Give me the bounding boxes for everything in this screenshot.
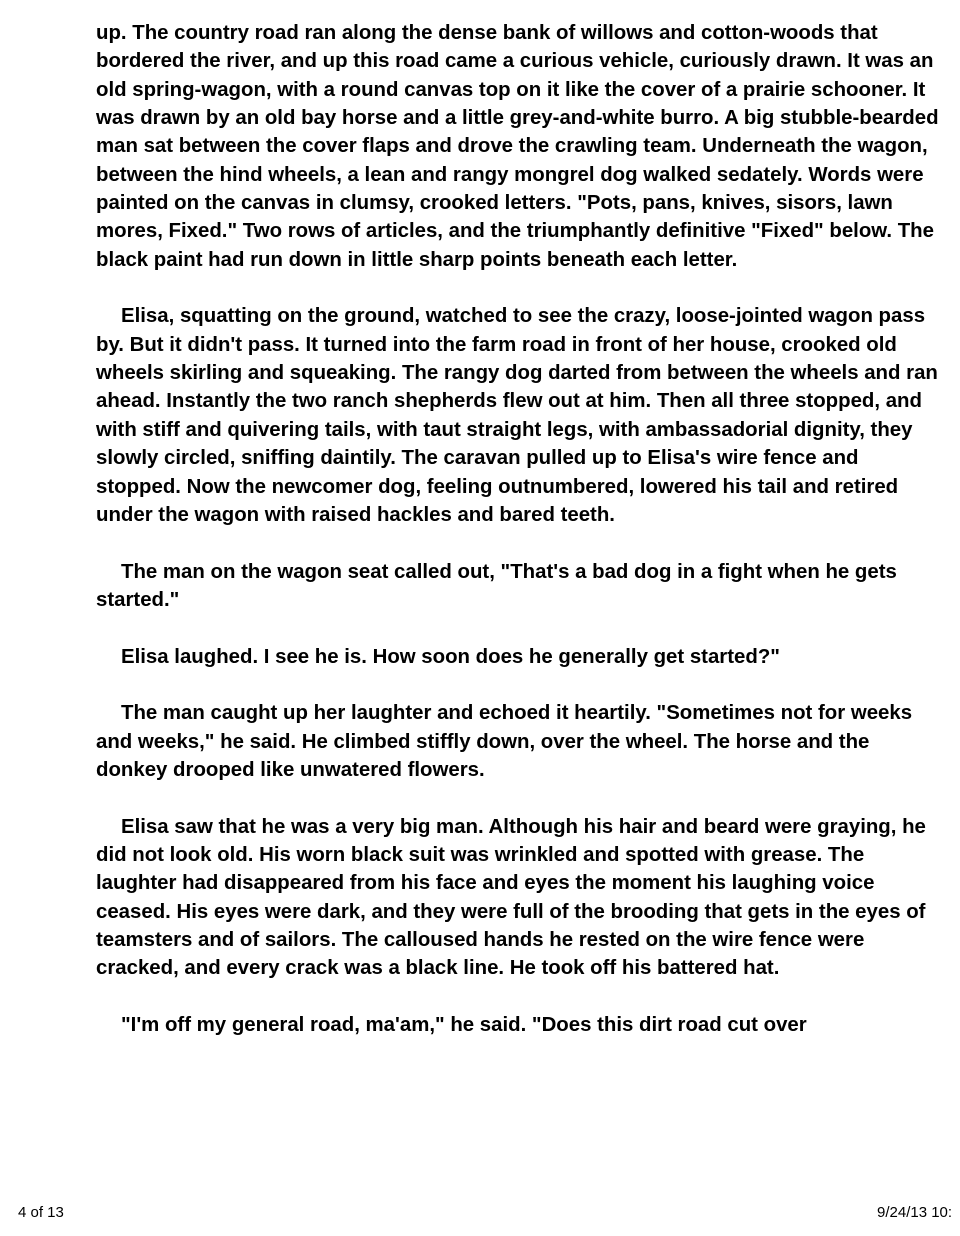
page-indicator: 4 of 13 (18, 1204, 64, 1221)
paragraph: Elisa saw that he was a very big man. Although his hair and beard were graying, he did not look old. His worn black suit was wrinkled and spotted with grease. The laughter had disappeared from his face and eyes the moment his laughing voice ceased. His eyes were dark, and they were full of the brooding that gets in the eyes of teamsters and of sailors. The calloused hands he rested on the wire fence were cracked, and every crack was a black line. He took off his battered hat. (96, 815, 926, 980)
print-timestamp: 9/24/13 10: (877, 1204, 953, 1221)
paragraph: "I'm off my general road, ma'am," he said. "Does this dirt road cut over (121, 1014, 807, 1037)
document-body (96, 19, 942, 1068)
paragraph: Elisa laughed. I see he is. How soon does he generally get started?" (121, 645, 780, 668)
paragraph: The man caught up her laughter and echoed it heartily. "Sometimes not for weeks and weeks," he said. He climbed stiffly down, over the wheel. The horse and the donkey drooped like unwatered flowers. (96, 702, 913, 781)
paragraph: The man on the wagon seat called out, "That's a bad dog in a fight when he gets started." (96, 560, 897, 611)
paragraph: Elisa, squatting on the ground, watched to see the crazy, loose-jointed wagon pass by. But it didn't pass. It turned into the farm road in front of her house, crooked old wheels skirling and squeaking. The rangy dog darted from between the wheels and ran ahead. Instantly the two ranch shepherds flew out at him. Then all three stopped, and with stiff and quivering tails, with taut straight legs, with ambassadorial dignity, they slowly circled, sniffing daintily. The caravan pulled up to Elisa's wire fence and stopped. Now the newcomer dog, feeling outnumbered, lowered his tail and retired under the wagon with raised hackles and bared teeth. (96, 305, 938, 526)
paragraph: up. The country road ran along the dense bank of willows and cotton-woods that bordered the river, and up this road came a curious vehicle, curiously drawn. It was an old spring-wagon, with a round canvas top on it like the cover of a prairie schooner. It was drawn by an old bay horse and a little grey-and-white burro. A big stubble-bearded man sat between the cover flaps and drove the crawling team. Underneath the wagon, between the hind wheels, a lean and rangy mongrel dog walked sedately. Words were painted on the canvas in clumsy, crooked letters. "Pots, pans, knives, sisors, lawn mores, Fixed." Two rows of articles, and the triumphantly definitive "Fixed" below. The black paint had run down in little sharp points beneath each letter. (96, 22, 939, 271)
